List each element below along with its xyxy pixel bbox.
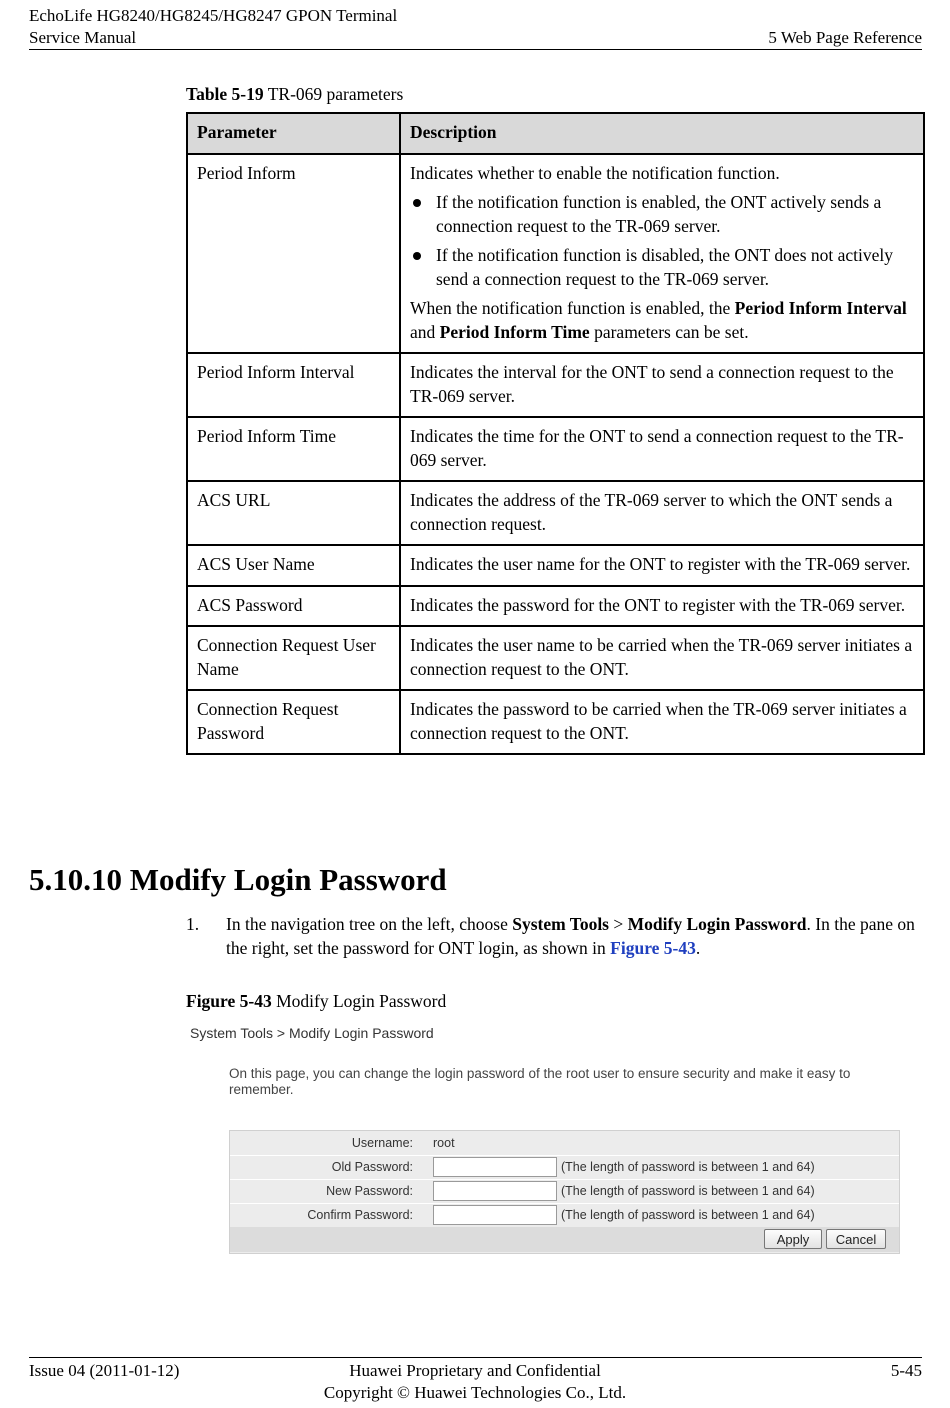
table-row <box>187 690 924 754</box>
username-label: Username: <box>351 1136 413 1150</box>
table-cell-param: Period Inform Time <box>187 417 400 481</box>
desc-intro: Indicates whether to enable the notification function. <box>410 162 780 183</box>
password-length-hint: (The length of password is between 1 and 64) <box>561 1160 815 1174</box>
table-cell-desc <box>400 154 924 354</box>
tr069-parameters-table <box>186 112 925 755</box>
password-length-hint: (The length of password is between 1 and 64) <box>561 1184 815 1198</box>
footer-issue: Issue 04 (2011-01-12) <box>29 1361 180 1380</box>
header-rule <box>29 49 922 50</box>
cancel-button[interactable]: Cancel <box>826 1229 886 1249</box>
table-row <box>187 481 924 545</box>
table-caption-title: TR-069 parameters <box>267 84 404 104</box>
footer-page-number: 5-45 <box>890 1361 922 1380</box>
table-header-parameter: Parameter <box>187 113 400 154</box>
screenshot-intro: On this page, you can change the login password of the root user to ensure security and make it easy to remember. <box>229 1066 851 1097</box>
table-row <box>187 154 924 354</box>
username-value: root <box>433 1136 455 1150</box>
confirm-password-row <box>230 1203 899 1228</box>
old-password-label: Old Password: <box>331 1160 413 1174</box>
confirm-password-label: Confirm Password: <box>307 1208 413 1222</box>
table-cell-desc: Indicates the address of the TR-069 server to which the ONT sends a connection request. <box>400 481 924 545</box>
figure-cross-reference-link[interactable]: Figure 5-43 <box>610 937 696 958</box>
step-number: 1. <box>186 914 200 934</box>
footer-rule <box>29 1357 922 1358</box>
header-chapter: 5 Web Page Reference <box>768 28 922 47</box>
button-row <box>230 1227 899 1252</box>
password-length-hint: (The length of password is between 1 and 64) <box>561 1208 815 1222</box>
table-cell-param: Connection Request Password <box>187 690 400 754</box>
step-text-part: . <box>695 937 701 958</box>
table-header-description: Description <box>400 113 924 154</box>
footer-proprietary: Huawei Proprietary and Confidential <box>349 1361 601 1380</box>
table-cell-param: ACS User Name <box>187 545 400 586</box>
table-cell-desc: Indicates the user name for the ONT to register with the TR-069 server. <box>400 545 924 586</box>
header-doc-type: Service Manual <box>29 28 137 47</box>
step-text-part: > <box>609 914 628 934</box>
bullet-item <box>410 244 914 291</box>
table-cell-param: Connection Request User Name <box>187 626 400 690</box>
apply-button[interactable]: Apply <box>764 1229 822 1249</box>
table-caption <box>186 83 403 105</box>
desc-note-text: and <box>410 321 440 342</box>
footer-copyright: Copyright © Huawei Technologies Co., Ltd. <box>323 1383 627 1402</box>
confirm-password-input[interactable] <box>433 1205 557 1225</box>
figure-caption-label: Figure 5-43 <box>186 991 272 1011</box>
bullet-dot-icon <box>410 244 436 291</box>
table-row <box>187 353 924 417</box>
table-cell-desc: Indicates the user name to be carried when the TR-069 server initiates a connection request to the ONT. <box>400 626 924 690</box>
bullet-item <box>410 191 914 238</box>
password-form <box>229 1130 900 1254</box>
step-text-part: In the navigation tree on the left, choose <box>226 914 513 934</box>
table-header-row <box>187 113 924 154</box>
table-row <box>187 417 924 481</box>
table-cell-desc: Indicates the password to be carried when the TR-069 server initiates a connection request to the ONT. <box>400 690 924 754</box>
new-password-label: New Password: <box>326 1184 413 1198</box>
desc-note <box>410 297 914 344</box>
table-row <box>187 545 924 586</box>
step-text <box>226 913 923 960</box>
table-cell-param: Period Inform Interval <box>187 353 400 417</box>
header-product: EchoLife HG8240/HG8245/HG8247 GPON Terminal <box>29 6 398 25</box>
step-menu-system-tools: System Tools <box>512 914 609 934</box>
table-caption-label: Table 5-19 <box>186 84 264 104</box>
desc-note-bold: Period Inform Interval <box>734 298 907 318</box>
username-row <box>230 1131 899 1156</box>
table-cell-param: ACS URL <box>187 481 400 545</box>
table-cell-desc: Indicates the time for the ONT to send a connection request to the TR-069 server. <box>400 417 924 481</box>
old-password-row <box>230 1155 899 1180</box>
desc-note-text: When the notification function is enabled, the <box>410 298 735 318</box>
step-text-part: . In the pane on the right, set the password for ONT login, as shown in <box>226 914 915 958</box>
figure-caption-title: Modify Login Password <box>276 991 447 1011</box>
desc-note-text: parameters can be set. <box>589 321 749 342</box>
new-password-input[interactable] <box>433 1181 557 1201</box>
old-password-input[interactable] <box>433 1157 557 1177</box>
bullet-dot-icon <box>410 191 436 238</box>
bullet-text: If the notification function is disabled, the ONT does not actively send a connection request to the TR-069 server. <box>436 245 893 289</box>
new-password-row <box>230 1179 899 1204</box>
screenshot-breadcrumb: System Tools > Modify Login Password <box>190 1025 434 1041</box>
table-cell-param: Period Inform <box>187 154 400 354</box>
section-title: 5.10.10 Modify Login Password <box>29 862 447 897</box>
table-cell-param: ACS Password <box>187 586 400 627</box>
desc-note-bold: Period Inform Time <box>439 321 590 342</box>
bullet-text: If the notification function is enabled, the ONT actively sends a connection request to the TR-069 server. <box>436 192 882 236</box>
step-menu-modify-login-password: Modify Login Password <box>627 914 807 934</box>
table-cell-desc: Indicates the password for the ONT to register with the TR-069 server. <box>400 586 924 627</box>
table-row <box>187 626 924 690</box>
table-row <box>187 586 924 627</box>
figure-caption <box>186 990 446 1012</box>
table-cell-desc: Indicates the interval for the ONT to send a connection request to the TR-069 server. <box>400 353 924 417</box>
